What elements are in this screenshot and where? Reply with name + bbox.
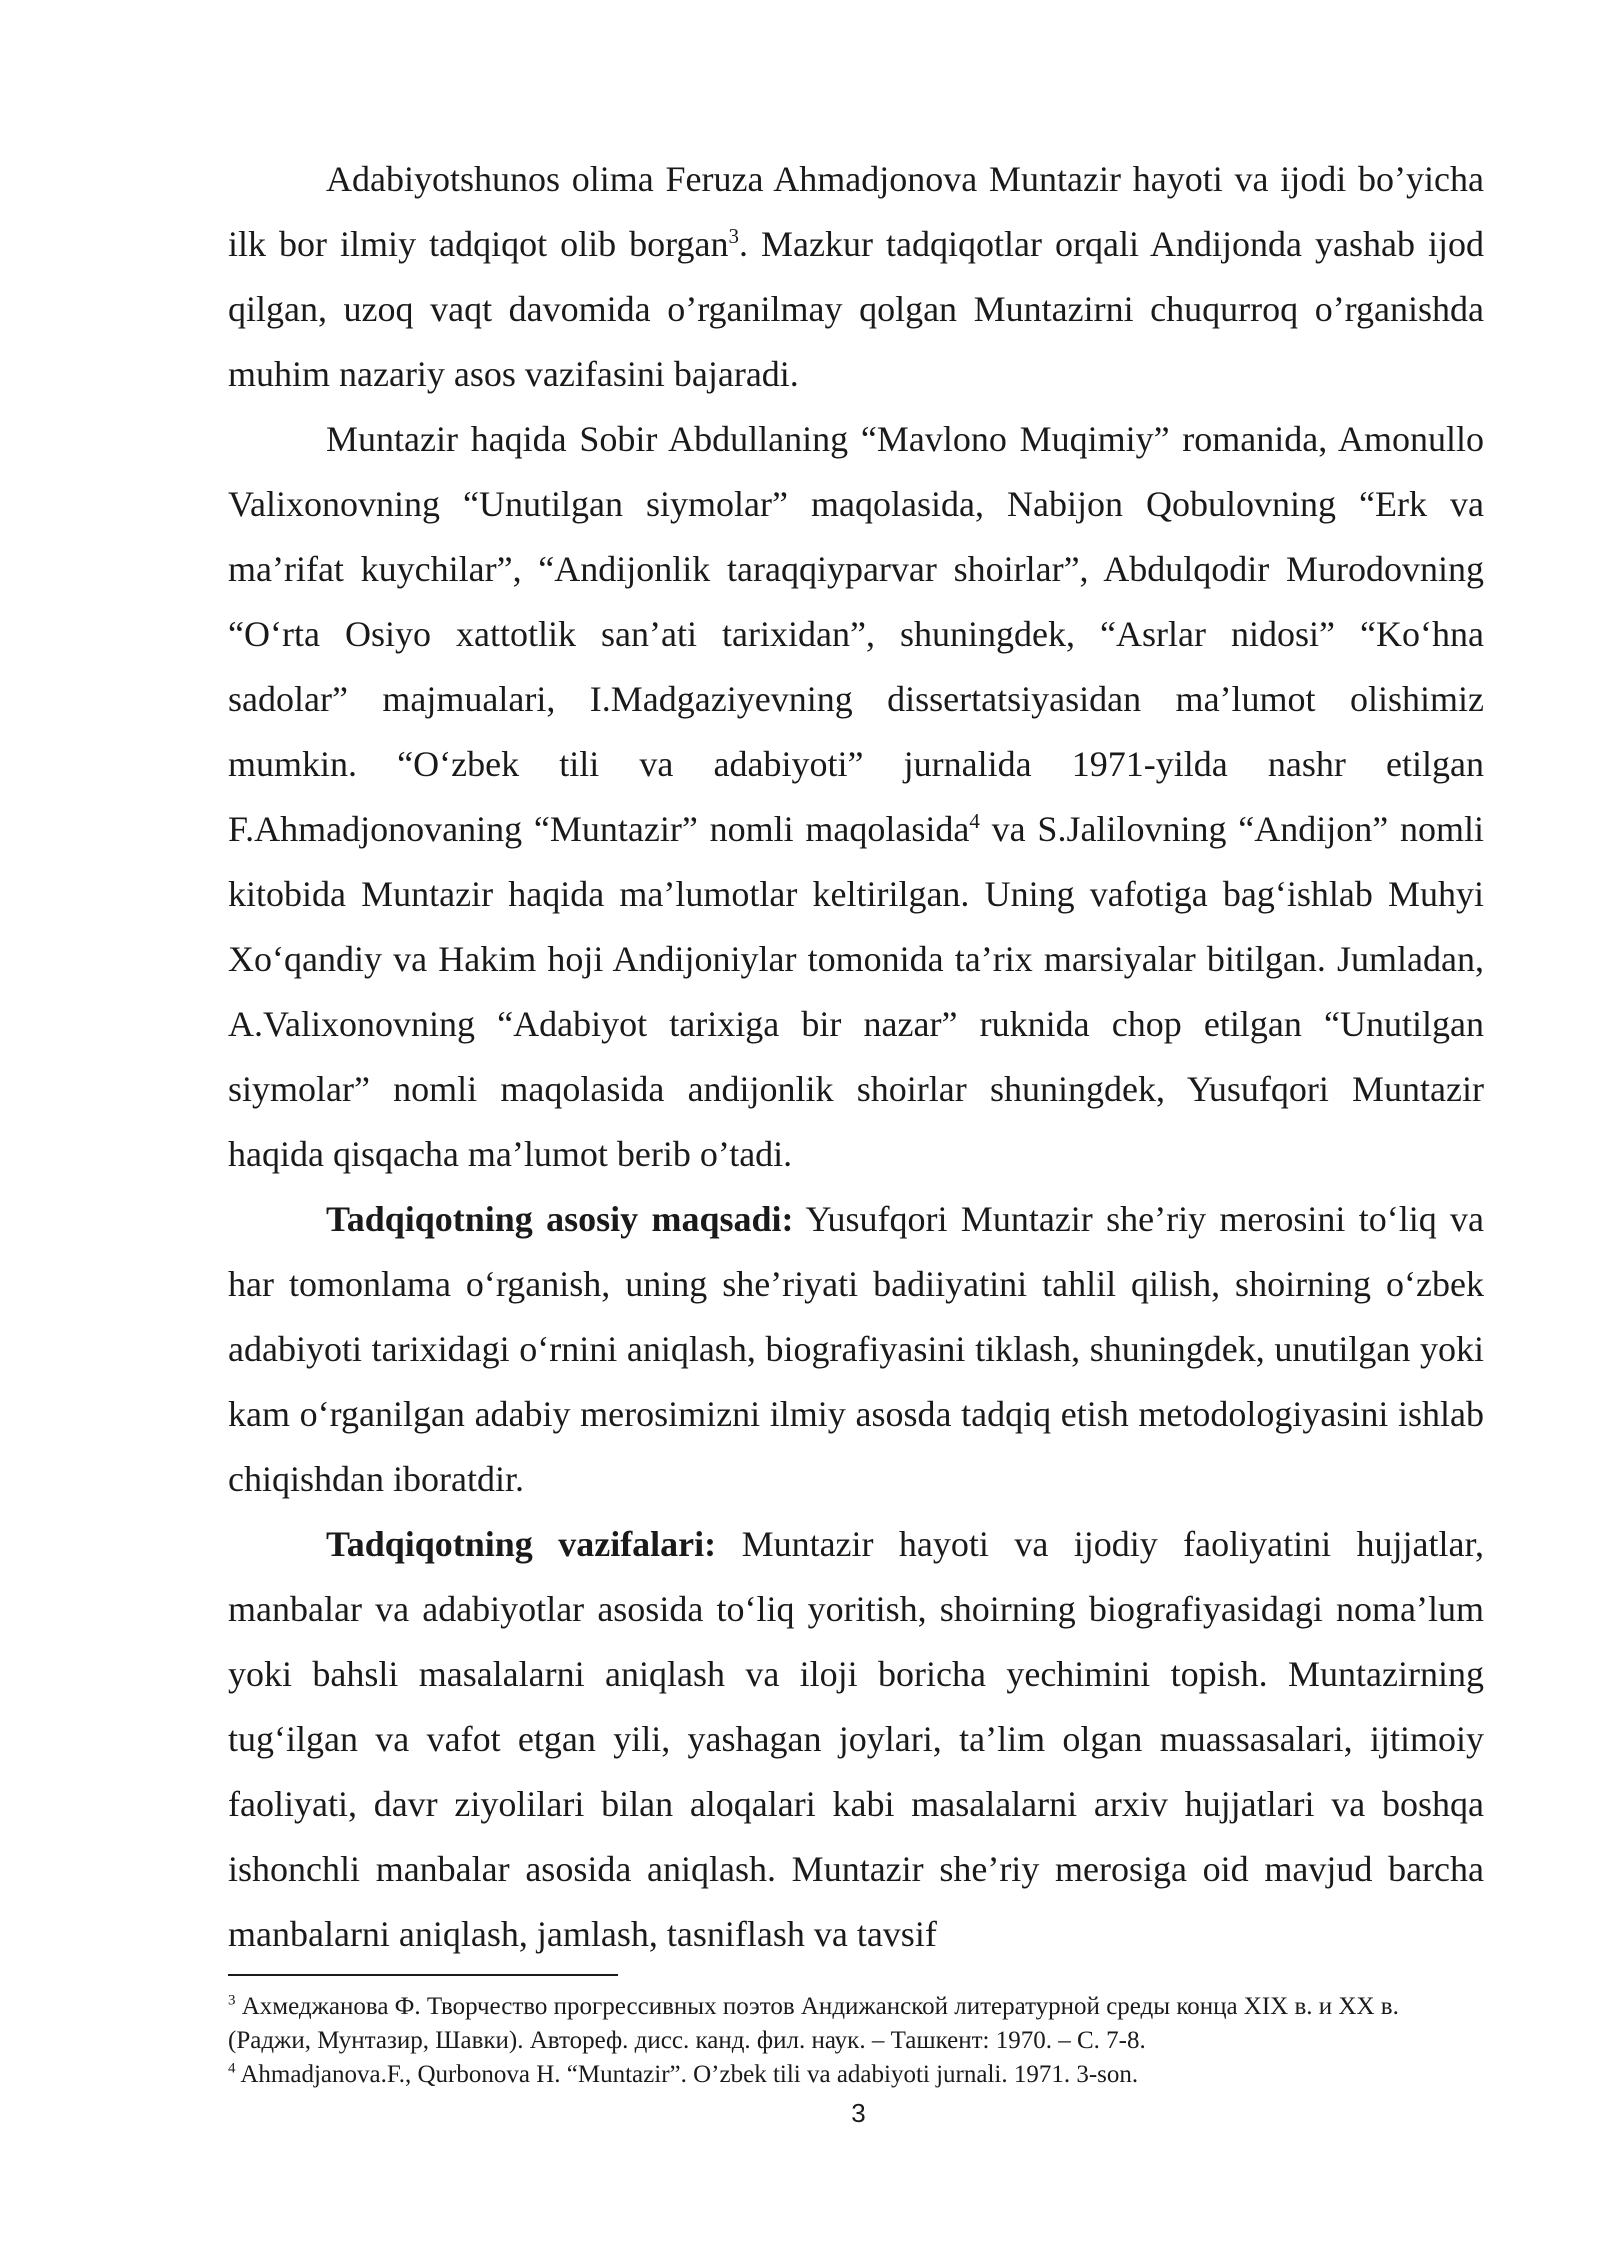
paragraph-text: Muntazir haqida Sobir Abdullaning “Mavlono Muqimiy” romanida, Amonullo Valixonovning “Unutilgan siymolar” maqolasida, Nabijon Qobulovning “Erk va ma’rifat kuychilar”, “Andijonlik taraqqiyparvar shoirlar”, Abdulqodir Murodovning “O‘rta Osiyo xattotlik san’ati tarixidan”, shuningdek, “Asrlar nidosi” “Ko‘hna sadolar” majmualari, I.Madgaziyevning dissertatsiyasidan ma’lumot olishimiz mumkin. “O‘zbek tili va adabiyoti” jurnalida 1971-yilda nashr etilgan F.Ahmadjonovaning “Muntazir” nomli maqolasida bbox=[228, 419, 1484, 849]
paragraph-research-tasks bbox=[228, 1512, 1484, 1967]
footnote-reference[interactable]: 4 bbox=[969, 809, 980, 833]
paragraph-intro bbox=[228, 147, 1484, 407]
footnote-number: 3 bbox=[228, 1992, 236, 2009]
footnote-separator bbox=[228, 1974, 618, 1976]
footnote-3 bbox=[228, 1990, 1484, 2058]
paragraph-text: Muntazir hayoti va ijodiy faoliyatini hujjatlar, manbalar va adabiyotlar asosida to‘liq yoritish, shoirning biografiyasidagi noma’lum yoki bahsli masalalarni aniqlash va iloji boricha yechimini topish. Muntazirning tug‘ilgan va vafot etgan yili, yashagan joylari, ta’lim olgan muassasalari, ijtimoiy faoliyati, davr ziyolilari bilan aloqalari kabi masalalarni arxiv hujjatlari va boshqa ishonchli manbalar asosida aniqlash. Muntazir she’riy merosiga oid mavjud barcha manbalarni aniqlash, jamlash, tasniflash va tavsif bbox=[228, 1524, 1484, 1954]
footnote-number: 4 bbox=[228, 2060, 236, 2077]
footnote-text: Ахмеджанова Ф. Творчество прогрессивных поэтов Андижанской литературной среды конца XIX в. и XX в. (Раджи, Мунтазир, Шавки). Автореф. дисс. канд. фил. наук. – Ташкент: 1970. – С. 7-8. bbox=[228, 1993, 1399, 2054]
paragraph-heading: Tadqiqotning vazifalari: bbox=[326, 1524, 717, 1564]
footnote-text: Ahmadjanova.F., Qurbonova H. “Muntazir”. O’zbek tili va adabiyoti jurnali. 1971. 3-son. bbox=[235, 2061, 1139, 2088]
paragraph-text: va S.Jalilovning “Andijon” nomli kitobida Muntazir haqida ma’lumotlar keltirilgan. Uning vafotiga bag‘ishlab Muhyi Xo‘qandiy va Hakim hoji Andijoniylar tomonida ta’rix marsiyalar bitilgan. Jumladan, A.Valixonovning “Adabiyot tarixiga bir nazar” ruknida chop etilgan “Unutilgan siymolar” nomli maqolasida andijonlik shoirlar shuningdek, Yusufqori Muntazir haqida qisqacha ma’lumot berib o’tadi. bbox=[228, 809, 1484, 1174]
paragraph-heading: Tadqiqotning asosiy maqsadi: bbox=[326, 1199, 794, 1239]
page-number: 3 bbox=[851, 2098, 866, 2128]
paragraph-research-goal bbox=[228, 1187, 1484, 1512]
paragraph-text: Yusufqori Muntazir she’riy merosini to‘liq va har tomonlama o‘rganish, uning she’riyati badiiyatini tahlil qilish, shoirning o‘zbek adabiyoti tarixidagi o‘rnini aniqlash, biografiyasini tiklash, shuningdek, unutilgan yoki kam o‘rganilgan adabiy merosimizni ilmiy asosda tadqiq etish metodologiyasini ishlab chiqishdan iboratdir. bbox=[228, 1199, 1485, 1499]
body-text bbox=[228, 147, 1484, 1967]
footnote-reference[interactable]: 3 bbox=[728, 224, 739, 248]
paragraph-text: . Mazkur tadqiqotlar orqali Andijonda yashab ijod qilgan, uzoq vaqt davomida o’rganilmay qolgan Muntazirni chuqurroq o’rganishda muhim nazariy asos vazifasini bajaradi. bbox=[228, 224, 1484, 394]
paragraph-text: Adabiyotshunos olima Feruza Ahmadjonova Muntazir hayoti va ijodi bo’yicha ilk bor ilmiy tadqiqot olib borgan bbox=[228, 159, 1484, 264]
footnotes bbox=[228, 1990, 1484, 2092]
paragraph-sources bbox=[228, 407, 1484, 1187]
footnote-4 bbox=[228, 2058, 1484, 2092]
